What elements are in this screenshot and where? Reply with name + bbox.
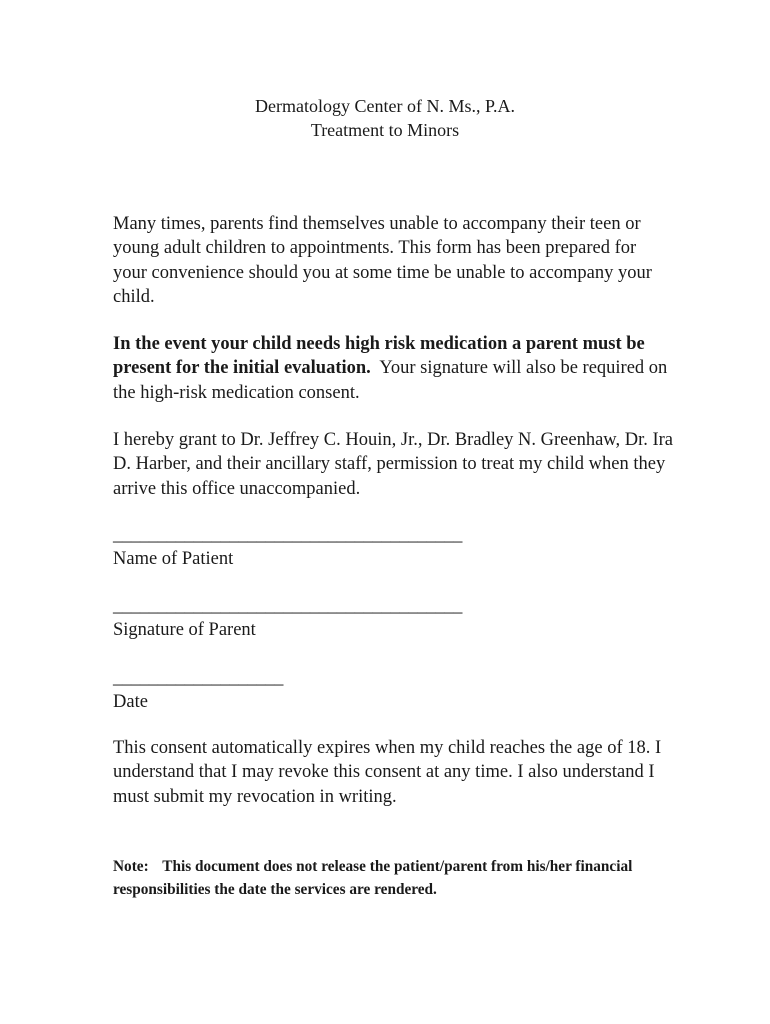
date-field[interactable] bbox=[113, 666, 283, 714]
parent-signature-field[interactable] bbox=[113, 594, 462, 642]
consent-paragraph: This consent automatically expires when my child reaches the age of 18. I understand that I may revoke this consent at any time. I also understand I must submit my revocation in writing. bbox=[113, 738, 662, 807]
financial-note bbox=[113, 855, 693, 901]
high-risk-rest-text: Your signature will also be required on the high-risk medication consent. bbox=[113, 358, 668, 403]
note-text: This document does not release the patient/parent from his/her financial responsibilities the date the services are rendered. bbox=[113, 858, 633, 898]
date-line[interactable]: ___________________ bbox=[113, 668, 284, 688]
high-risk-bold-text: In the event your child needs high risk medication a parent must be present for the initial evaluation. bbox=[113, 334, 645, 379]
date-label: Date bbox=[113, 692, 148, 712]
parent-signature-label: Signature of Parent bbox=[113, 620, 256, 640]
parent-signature-line[interactable]: _______________________________________ bbox=[113, 596, 463, 616]
intro-paragraph: Many times, parents find themselves unable to accompany their teen or young adult children to appointments. This form has been prepared for your convenience should you at some time be unable to accompany your child. bbox=[113, 214, 652, 307]
high-risk-paragraph bbox=[113, 332, 673, 405]
patient-name-field[interactable] bbox=[113, 523, 462, 571]
organization-name: Dermatology Center of N. Ms., P.A. bbox=[255, 96, 515, 116]
grant-paragraph: I hereby grant to Dr. Jeffrey C. Houin, Jr., Dr. Bradley N. Greenhaw, Dr. Ira D. Harber, and their ancillary staff, permission to treat my child when they arrive this office unaccompanied. bbox=[113, 430, 673, 499]
patient-name-label: Name of Patient bbox=[113, 549, 234, 569]
patient-name-line[interactable]: _______________________________________ bbox=[113, 525, 463, 545]
document-title: Treatment to Minors bbox=[310, 120, 460, 140]
note-label: Note: bbox=[113, 858, 149, 875]
document-header bbox=[0, 94, 770, 142]
